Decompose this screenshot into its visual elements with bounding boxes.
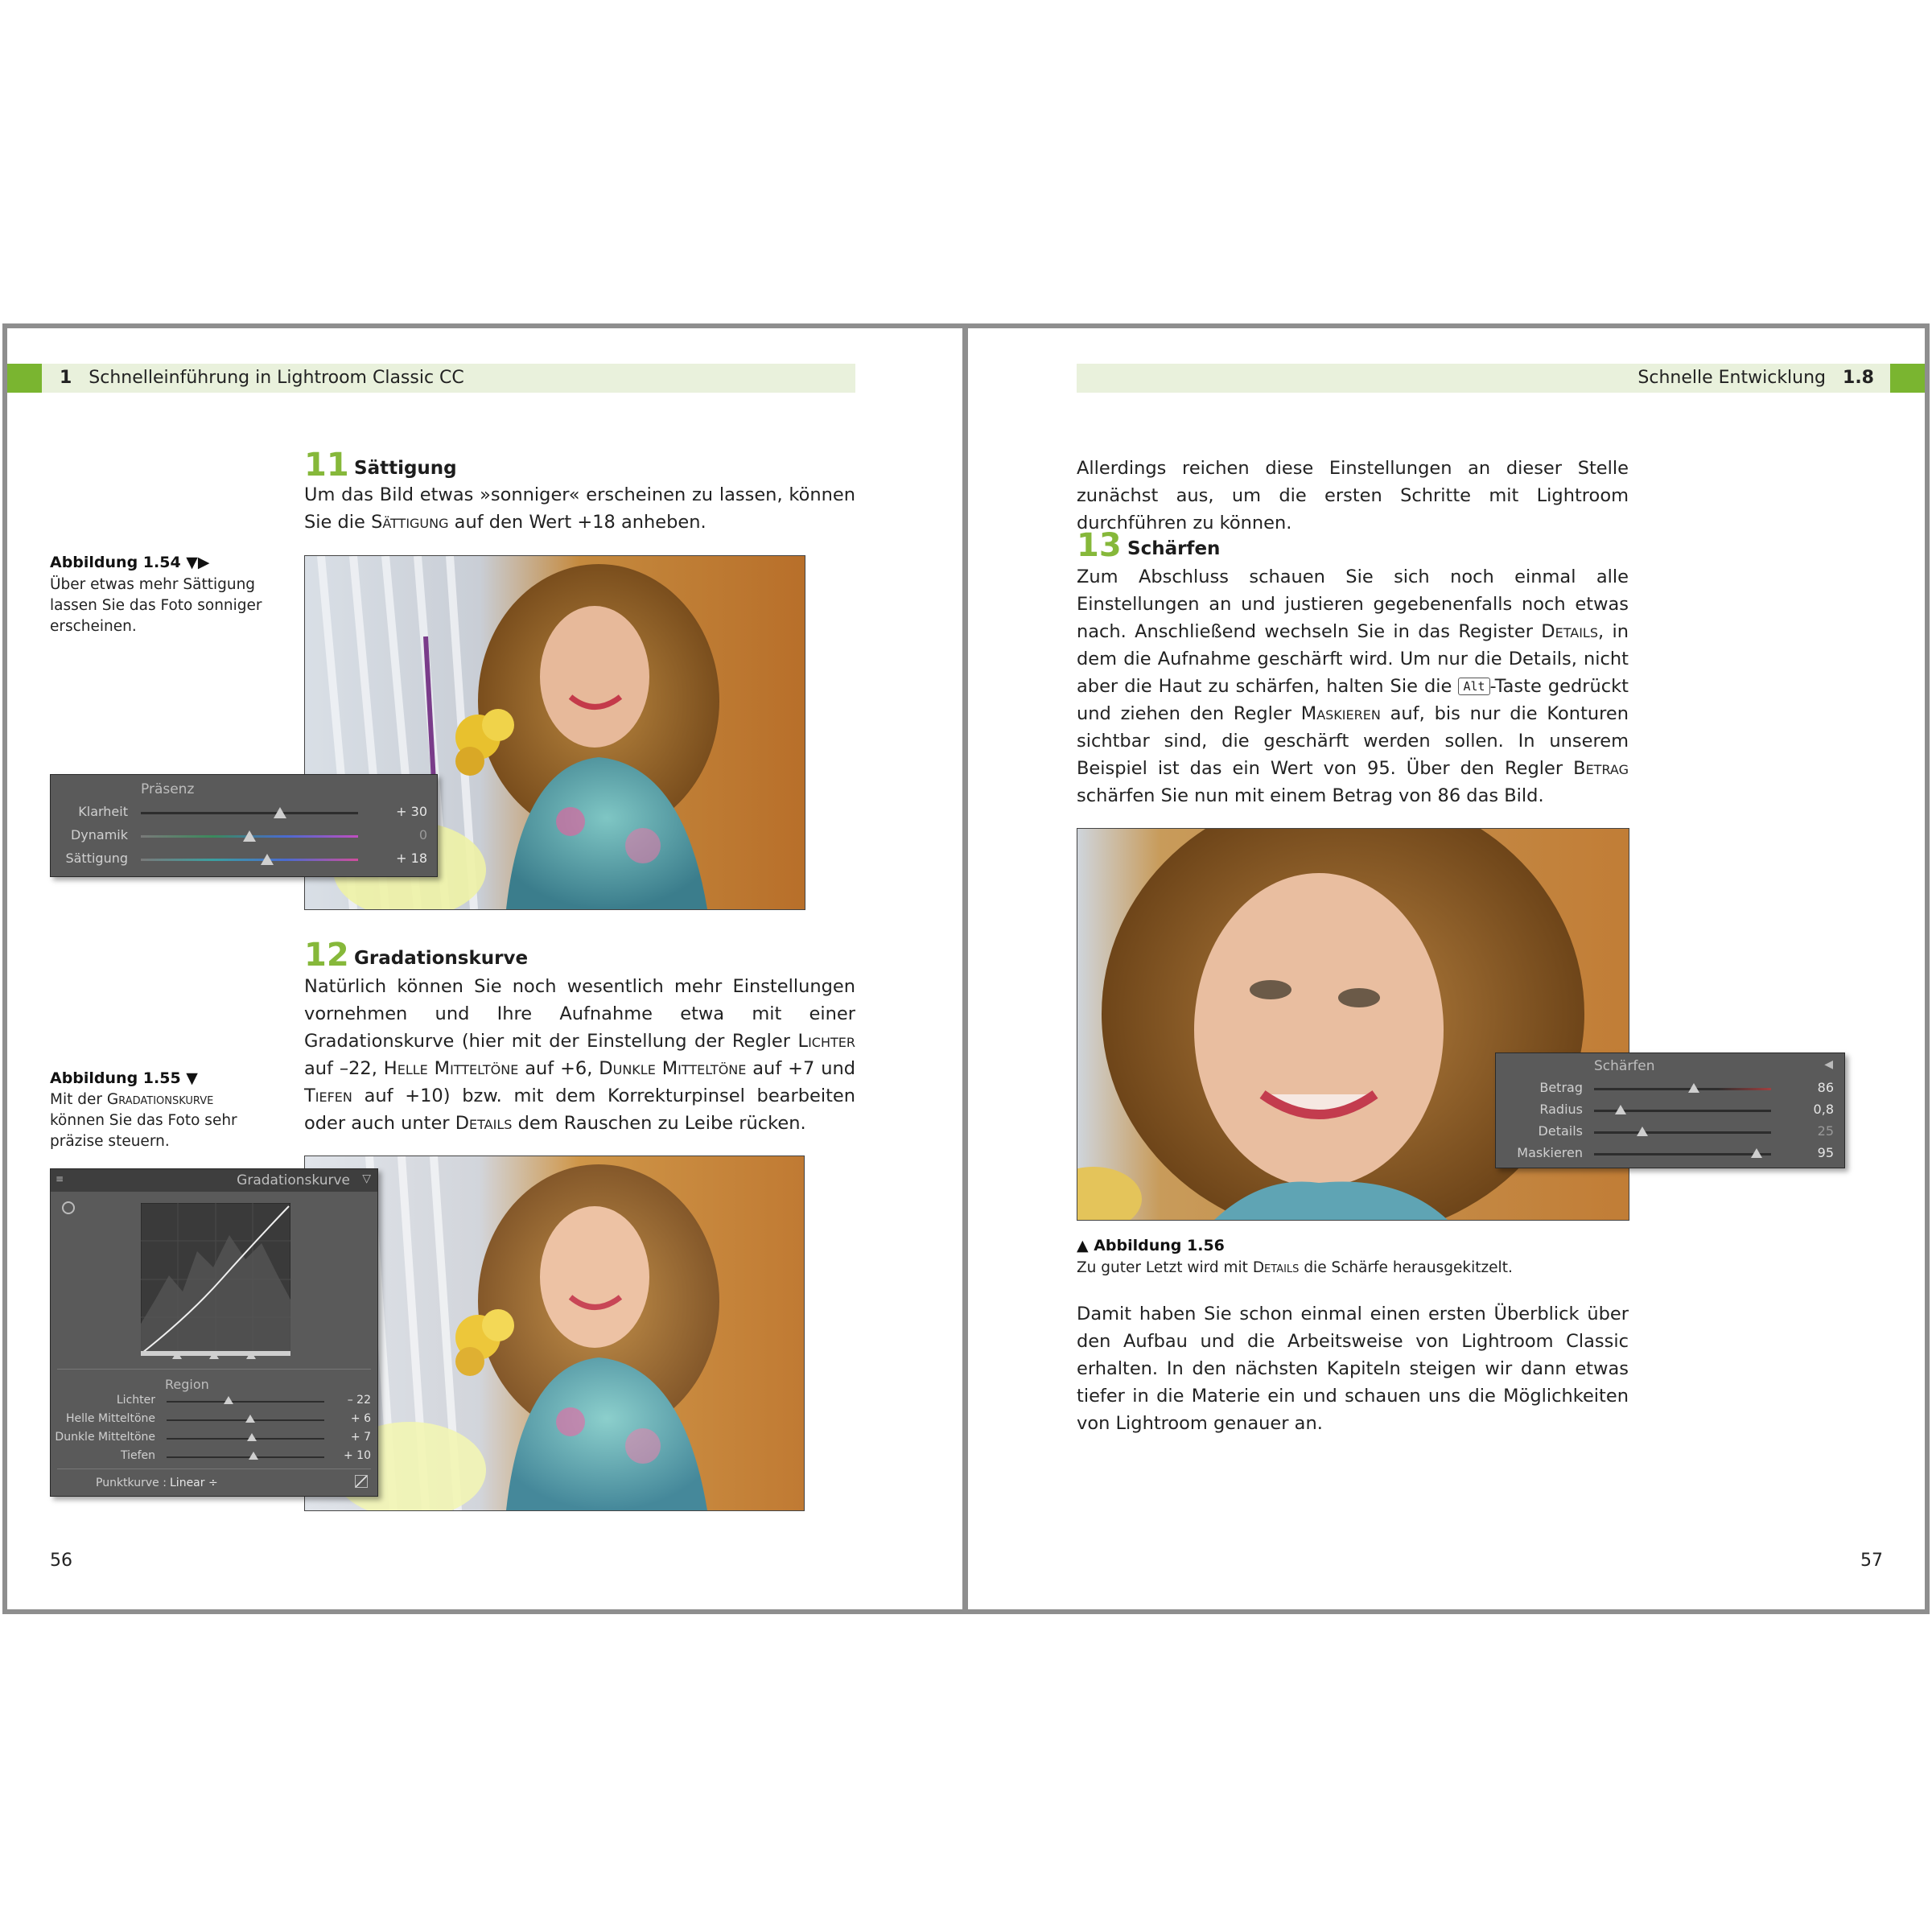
figure-1-55-title: Abbildung 1.55 ▼ <box>50 1069 198 1087</box>
slider-dunkle-mitteltoene-knob[interactable] <box>247 1433 257 1441</box>
tone-curve-graph[interactable] <box>141 1203 290 1356</box>
slider-radius-knob[interactable] <box>1615 1105 1626 1114</box>
figure-1-54-caption: Über etwas mehr Sättigung lassen Sie das Foto sonniger erscheinen. <box>50 576 262 635</box>
step-11-title: Sättigung <box>354 458 457 479</box>
edit-point-curve-icon[interactable] <box>355 1475 368 1488</box>
closing-text: Damit haben Sie schon einmal einen ersten Überblick über den Aufbau und die Arbeitsweise von Lightroom Classic erhalten. In den nächsten Kapiteln steigen wir dann etwas tiefer in die Materie ein und schauen uns die Möglichkeiten von Lightroom genauer an. <box>1077 1304 1629 1434</box>
woman-portrait-image-2 <box>305 1156 804 1510</box>
praesenz-panel-title: Präsenz <box>141 781 195 797</box>
slider-saettigung-knob[interactable] <box>261 854 274 865</box>
schaerfen-panel: Schärfen ◀ Betrag 86 Radius 0,8 Details 25 Maskieren 95 <box>1495 1053 1845 1168</box>
slider-klarheit-knob[interactable] <box>274 807 286 818</box>
section-number: 1.8 <box>1843 368 1874 388</box>
chapter-number: 1 <box>60 368 72 388</box>
alt-key: Alt <box>1458 678 1489 695</box>
region-label: Region <box>165 1377 209 1392</box>
header-accent-left <box>7 364 42 393</box>
chapter-title: Schnelleinführung in Lightroom Classic CC <box>89 368 464 388</box>
book-gutter <box>962 323 968 1614</box>
slider-betrag-knob[interactable] <box>1688 1083 1699 1093</box>
page-number-right: 57 <box>1860 1551 1883 1571</box>
figure-1-55-caption: Mit der Gradationskurve können Sie das Foto sehr präzise steuern. <box>50 1091 237 1150</box>
panel-expand-icon[interactable]: ◀ <box>1824 1058 1833 1071</box>
slider-maskieren-knob[interactable] <box>1751 1148 1762 1158</box>
schaerfen-panel-title: Schärfen <box>1594 1058 1655 1074</box>
slider-dynamik-knob[interactable] <box>243 830 256 842</box>
gradationskurve-panel-title: Gradationskurve <box>237 1172 350 1188</box>
photo-gradationskurve <box>304 1155 805 1511</box>
panel-collapse-icon[interactable]: ▽ <box>362 1172 371 1185</box>
step-11-number: 11 <box>304 447 349 484</box>
panel-menu-icon[interactable]: ≡ <box>56 1173 64 1184</box>
slider-tiefen-knob[interactable] <box>249 1452 258 1460</box>
step-13-text: Zum Abschluss schauen Sie sich noch einmal alle Einstellungen an und justieren gegebenenfalls noch etwas nach. Anschließend wechseln Sie in das Register Details, in dem die Aufnahme geschärft wird. Um nur die Details, nicht aber die Haut zu schärfen, halten Sie die Alt -Taste gedrückt und ziehen den Regler Maskieren auf, bis nur die Konturen sichtbar sind, die geschärft werden sollen. In unserem Beispiel ist das ein Wert von 95. Über den Regler Betrag schärfen Sie nun mit einem Betrag von 86 das Bild. <box>1077 566 1629 806</box>
step-12-text: Natürlich können Sie noch wesentlich mehr Einstellungen vornehmen und Ihre Aufnahme etwa mit einer Gradationskurve (hier mit der Einstellung der Regler Lichter auf –22, Helle Mitteltöne auf +6, Dunkle Mitteltöne auf +7 und Tiefen auf +10) bzw. mit dem Korrekturpinsel bearbeiten oder auch unter Details dem Rauschen zu Leibe rücken. <box>304 976 855 1134</box>
curve-split-left-knob[interactable] <box>172 1351 182 1359</box>
slider-lichter-knob[interactable] <box>224 1396 233 1404</box>
praesenz-panel: Präsenz Klarheit + 30 Dynamik 0 Sättigung + 18 <box>50 774 438 877</box>
target-adjust-icon[interactable] <box>62 1201 75 1214</box>
panel-divider <box>57 1369 371 1370</box>
curve-split-mid-knob[interactable] <box>209 1351 219 1359</box>
section-heading <box>1637 364 1874 393</box>
section-title: Schnelle Entwicklung <box>1637 368 1827 388</box>
step-12-title: Gradationskurve <box>354 948 529 969</box>
slider-details-knob[interactable] <box>1637 1127 1648 1136</box>
chapter-heading <box>60 364 464 393</box>
figure-1-56-caption: Zu guter Letzt wird mit Details die Schärfe herausgekitzelt. <box>1077 1259 1513 1276</box>
page-number-left: 56 <box>50 1551 72 1571</box>
figure-1-54-title: Abbildung 1.54 ▼▶ <box>50 554 210 571</box>
figure-1-56-title: ▲ Abbildung 1.56 <box>1077 1237 1225 1254</box>
step-13-number: 13 <box>1077 527 1122 564</box>
step-11-text: Um das Bild etwas »sonniger« erscheinen zu lassen, können Sie die Sättigung auf den Wert +18 anheben. <box>304 484 855 533</box>
step-12-number: 12 <box>304 937 349 974</box>
slider-helle-mitteltoene-knob[interactable] <box>245 1415 255 1423</box>
curve-split-right-knob[interactable] <box>246 1351 256 1359</box>
header-accent-right <box>1890 364 1925 393</box>
step-13-title: Schärfen <box>1127 538 1221 559</box>
punktkurve-select[interactable]: Linear ÷ <box>170 1477 218 1489</box>
gradationskurve-panel: ≡ Gradationskurve ▽ Region Lichter – 22 Helle Mitteltöne + 6 Dunkle Mitteltöne + 7 Tiefen + 10 Punktkurve : Linear ÷ <box>50 1168 378 1497</box>
intro-text: Allerdings reichen diese Einstellungen an dieser Stelle zunächst aus, um die ersten Schritte mit Lightroom durchführen zu können. <box>1077 458 1629 533</box>
punktkurve-label: Punktkurve : <box>96 1477 167 1489</box>
